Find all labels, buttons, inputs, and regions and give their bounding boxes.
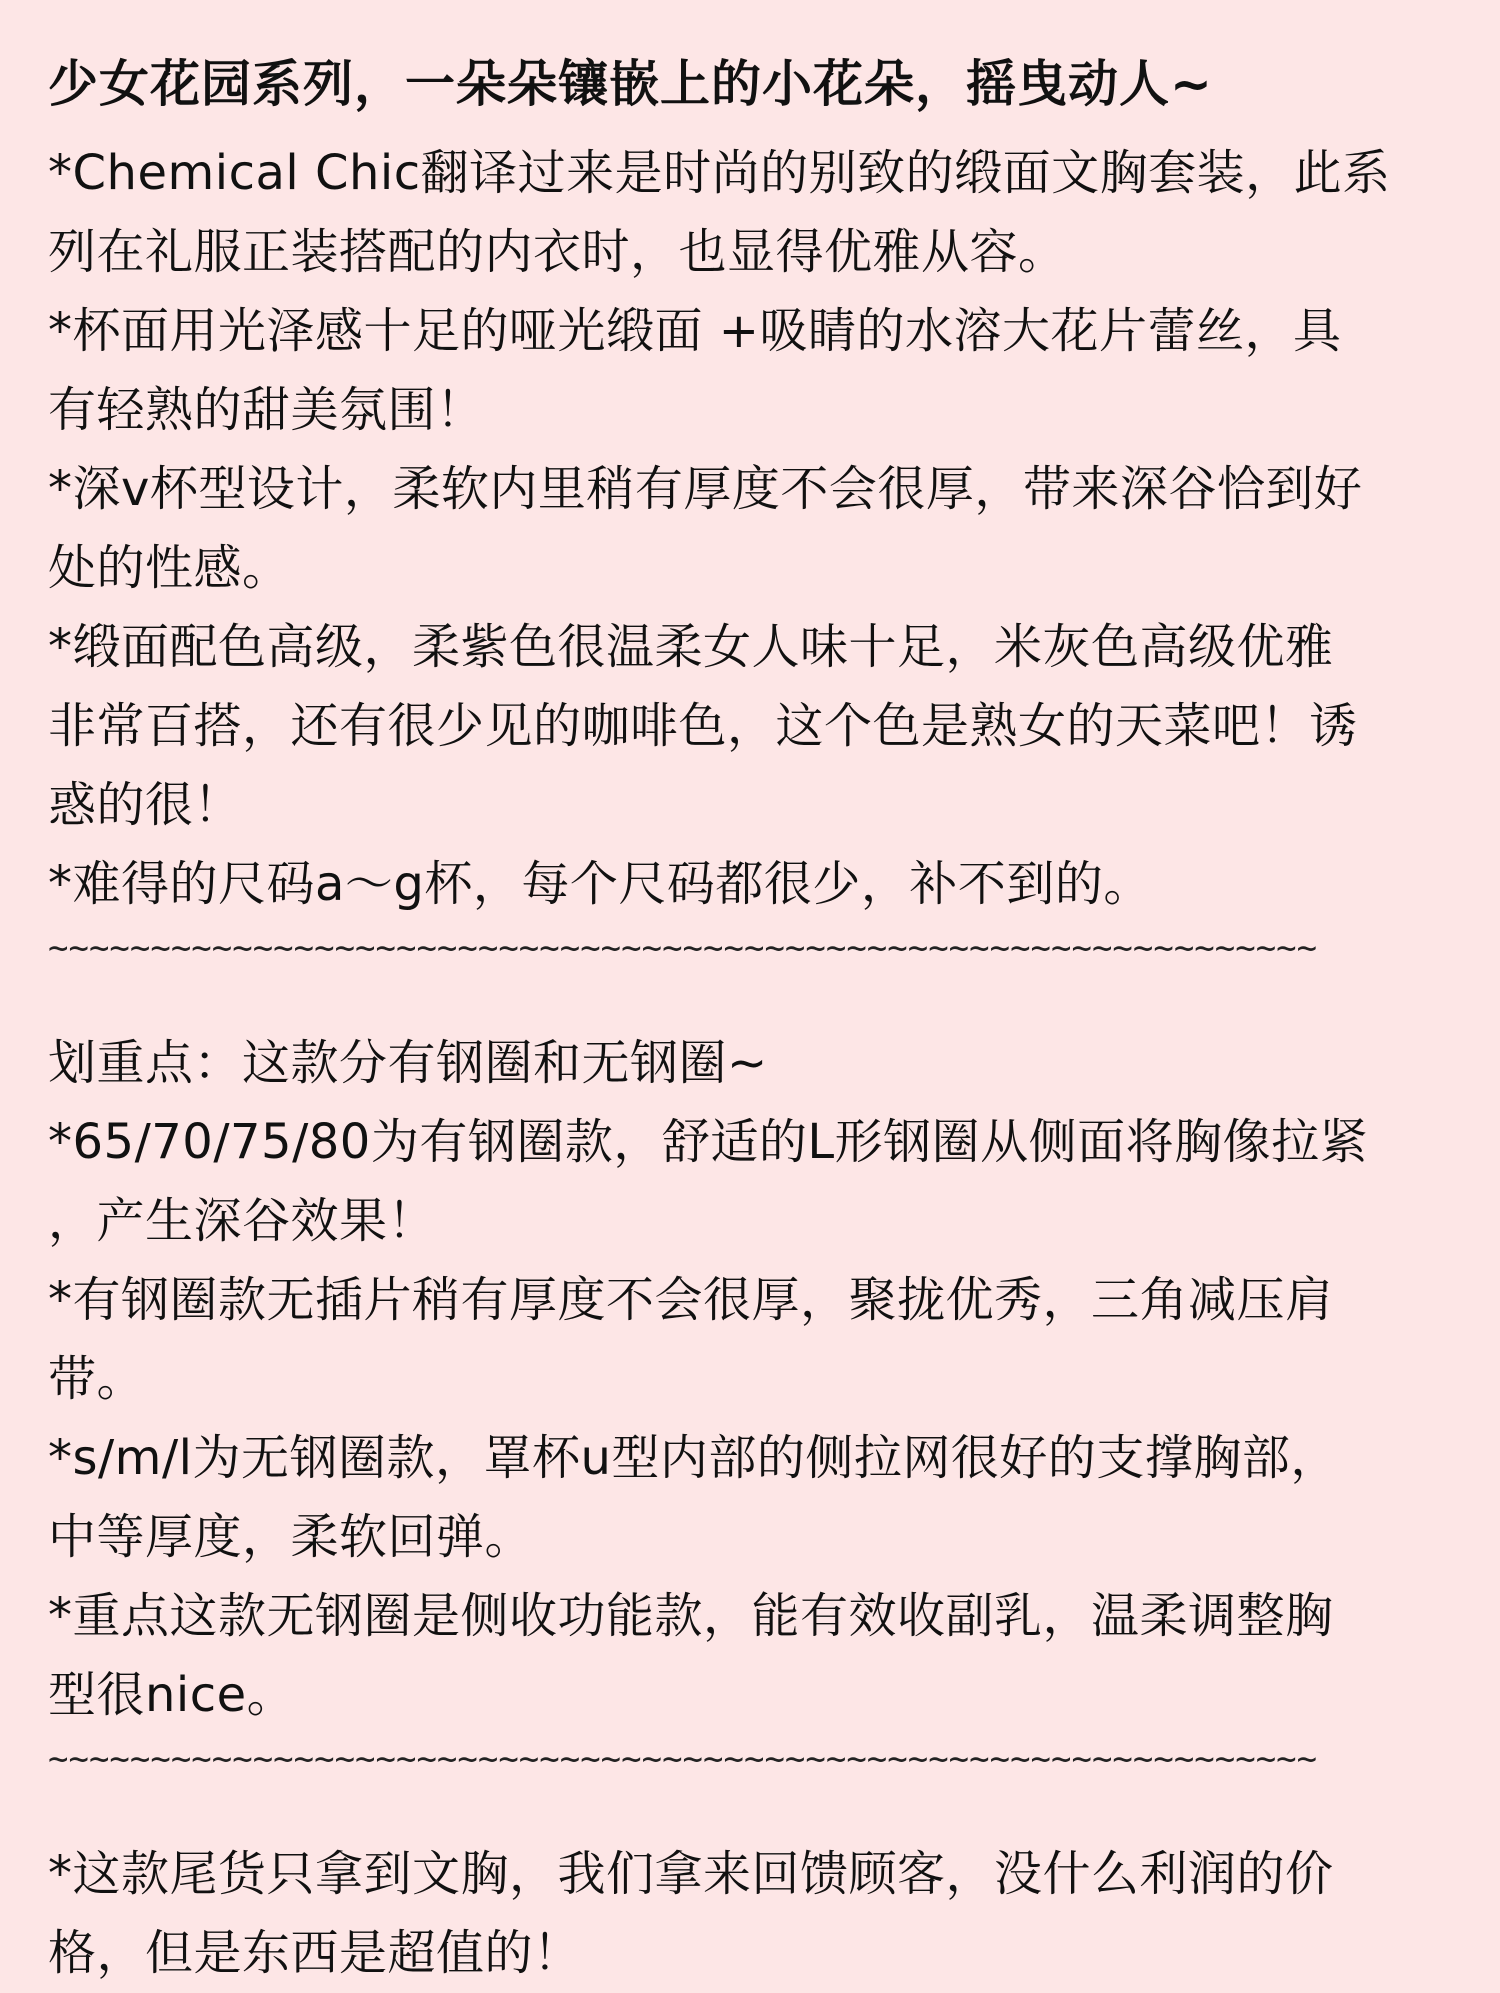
tilde-divider: ~~~~~~~~~~~~~~~~~~~~~~~~~~~~~~~~~~~~~~~~~~~~~~~~~~~~~~~~~~~~~~ xyxy=(48,1739,1318,1779)
text-line: *深v杯型设计，柔软内里稍有厚度不会很厚，带来深谷恰到好 xyxy=(48,461,1363,517)
key-points-title: 划重点：这款分有钢圈和无钢圈~ xyxy=(48,1035,768,1091)
text-line: 型很nice。 xyxy=(48,1667,296,1723)
text-line: 惑的很！ xyxy=(48,777,243,833)
text-line: *s/m/l为无钢圈款，罩杯u型内部的侧拉网很好的支撑胸部， xyxy=(48,1430,1339,1486)
paragraph-wireless-sizes xyxy=(48,1419,1450,1577)
paragraph-value xyxy=(48,1835,1450,1993)
text-line: *有钢圈款无插片稍有厚度不会很厚，聚拢优秀，三角减压肩 xyxy=(48,1272,1334,1328)
paragraph-fabric xyxy=(48,134,1450,292)
text-line: 非常百搭，还有很少见的咖啡色，这个色是熟女的天菜吧！诱 xyxy=(48,698,1358,754)
text-line: ，产生深谷效果！ xyxy=(48,1193,437,1249)
headline: 少女花园系列，一朵朵镶嵌上的小花朵，摇曳动人~ xyxy=(48,55,1213,113)
paragraph-sizes xyxy=(48,845,1450,924)
text-line: *65/70/75/80为有钢圈款，舒适的L形钢圈从侧面将胸像拉紧 xyxy=(48,1114,1369,1170)
text-line: 中等厚度，柔软回弹。 xyxy=(48,1509,534,1565)
section-key-points xyxy=(48,1024,1450,1735)
paragraph-cup-face xyxy=(48,292,1450,450)
paragraph-colors xyxy=(48,608,1450,845)
text-line: *杯面用光泽感十足的哑光缎面 +吸睛的水溶大花片蕾丝，具 xyxy=(48,303,1342,359)
text-line: 处的性感。 xyxy=(48,540,291,596)
section-intro xyxy=(48,134,1450,924)
text-line: *Chemical Chic翻译过来是时尚的别致的缎面文胸套装，此系 xyxy=(48,145,1391,201)
text-line: 有轻熟的甜美氛围！ xyxy=(48,382,485,438)
paragraph-underwire-features xyxy=(48,1261,1450,1419)
paragraph-wireless-function xyxy=(48,1577,1450,1735)
text-line: *缎面配色高级，柔紫色很温柔女人味十足，米灰色高级优雅 xyxy=(48,619,1334,675)
text-line: *重点这款无钢圈是侧收功能款，能有效收副乳，温柔调整胸 xyxy=(48,1588,1334,1644)
section-closing xyxy=(48,1835,1450,1993)
text-line: 带。 xyxy=(48,1351,146,1407)
text-line: 格，但是东西是超值的！ xyxy=(48,1925,582,1981)
text-line: *这款尾货只拿到文胸，我们拿来回馈顾客，没什么利润的价 xyxy=(48,1846,1334,1902)
tilde-divider: ~~~~~~~~~~~~~~~~~~~~~~~~~~~~~~~~~~~~~~~~~~~~~~~~~~~~~~~~~~~~~~ xyxy=(48,928,1318,968)
paragraph-underwire-sizes xyxy=(48,1103,1450,1261)
text-line: *难得的尺码a～g杯，每个尺码都很少，补不到的。 xyxy=(48,856,1152,912)
paragraph-cup-shape xyxy=(48,450,1450,608)
text-line: 列在礼服正装搭配的内衣时，也显得优雅从容。 xyxy=(48,224,1067,280)
